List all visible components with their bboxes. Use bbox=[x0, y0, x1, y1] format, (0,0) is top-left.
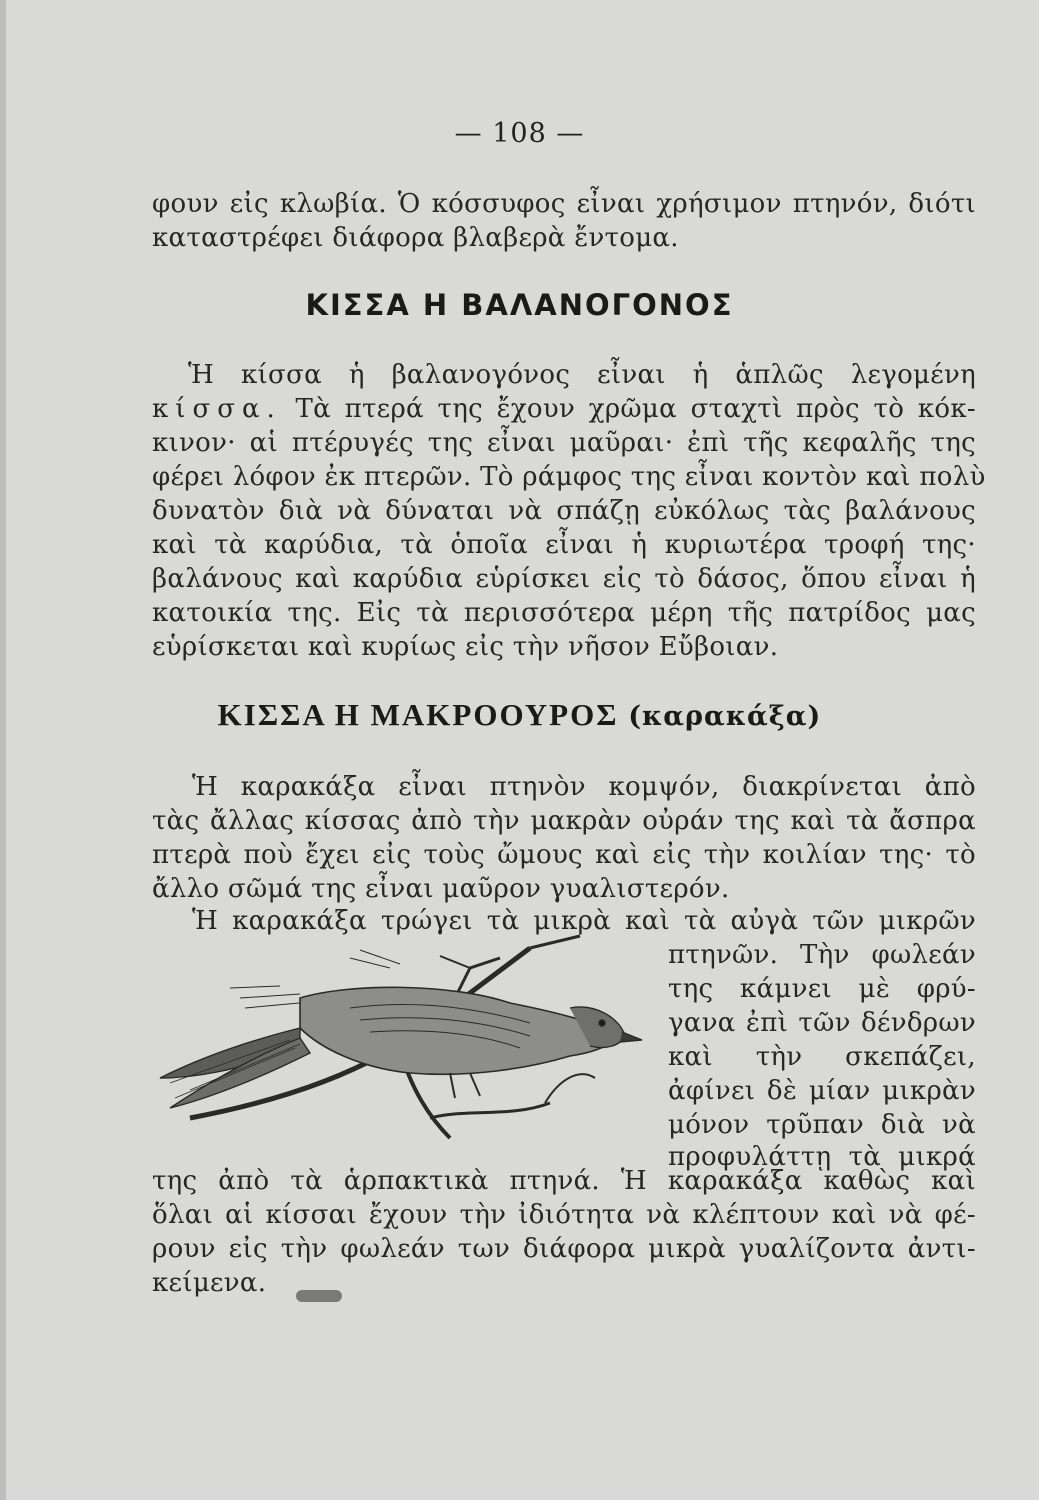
text-line: προφυλάττῃ τὰ μικρά bbox=[668, 1142, 976, 1172]
text-line: καταστρέφει διάφορα βλαβερὰ ἔντομα. bbox=[152, 223, 679, 253]
spaced-word: κίσσα. bbox=[152, 394, 282, 424]
section-heading-kissa-valanogonos: ΚΙΣΣΑ Η ΒΑΛΑΝΟΓΟΝΟΣ bbox=[305, 288, 734, 322]
text-line: δυνατὸν διὰ νὰ δύναται νὰ σπάζῃ εὐκόλως τὰς βαλάνους bbox=[152, 496, 976, 526]
text-line: Ἡ καρακάξα εἶναι πτηνὸν κομψόν, διακρίνεται ἀπὸ bbox=[192, 772, 976, 802]
text-line: Ἡ κίσσα ἡ βαλανογόνος εἶναι ἡ ἁπλῶς λεγομένη bbox=[188, 360, 976, 390]
ink-smudge bbox=[296, 1290, 342, 1302]
section-heading-kissa-makroouros bbox=[0, 697, 1039, 733]
text-line: φέρει λόφον ἐκ πτερῶν. Τὸ ράμφος της εἶναι κοντὸν καὶ πολὺ bbox=[152, 462, 986, 492]
text-line: Ἡ καρακάξα τρώγει τὰ μικρὰ καὶ τὰ αὐγὰ τῶν μικρῶν bbox=[192, 906, 976, 936]
text-line: γανα ἐπὶ τῶν δένδρων bbox=[668, 1008, 976, 1038]
text-line: βαλάνους καὶ καρύδια εὑρίσκει εἰς τὸ δάσος, ὅπου εἶναι ἡ bbox=[152, 564, 976, 594]
text-line: κατοικία της. Εἰς τὰ περισσότερα μέρη τῆς πατρίδος μας bbox=[152, 598, 976, 628]
text-line: πτηνῶν. Τὴν φωλεάν bbox=[668, 940, 976, 970]
text-line: ἄλλο σῶμά της εἶναι μαῦρον γυαλιστερόν. bbox=[152, 874, 730, 904]
heading-alt-name: (καρακάξα) bbox=[628, 701, 822, 732]
text-line: καὶ τὰ καρύδια, τὰ ὁποῖα εἶναι ἡ κυριωτέρα τροφή της· bbox=[152, 530, 976, 560]
text-line: ρουν εἰς τὴν φωλεάν των διάφορα μικρὰ γυαλίζοντα ἀντι- bbox=[152, 1234, 976, 1264]
text-line: ἀφίνει δὲ μίαν μικρὰν bbox=[668, 1076, 976, 1106]
text-line: πτερὰ ποὺ ἔχει εἰς τοὺς ὤμους καὶ εἰς τὴν κοιλίαν της· τὸ bbox=[152, 840, 976, 870]
text-line: καὶ τὴν σκεπάζει, bbox=[668, 1042, 976, 1072]
text-line bbox=[152, 392, 976, 426]
text-line: μόνον τρῦπαν διὰ νὰ bbox=[668, 1110, 976, 1140]
text-line: εὑρίσκεται καὶ κυρίως εἰς τὴν νῆσον Εὔβοιαν. bbox=[152, 632, 779, 662]
text-line: ὅλαι αἱ κίσσαι ἔχουν τὴν ἰδιότητα νὰ κλέπτουν καὶ νὰ φέ- bbox=[152, 1200, 976, 1230]
text-span: Τὰ πτερά της ἔχουν χρῶμα σταχτὶ πρὸς τὸ κόκ- bbox=[295, 394, 976, 424]
text-line: τὰς ἄλλας κίσσας ἀπὸ τὴν μακρὰν οὐράν της καὶ τὰ ἄσπρα bbox=[152, 806, 976, 836]
text-line: κινον· αἱ πτέρυγές της εἶναι μαῦραι· ἐπὶ τῆς κεφαλῆς της bbox=[152, 428, 976, 458]
page-number: — 108 — bbox=[454, 118, 585, 149]
text-line: της ἀπὸ τὰ ἁρπακτικὰ πτηνά. Ἡ καρακάξα καθὼς καὶ bbox=[152, 1166, 976, 1196]
text-line: της κάμνει μὲ φρύ- bbox=[668, 974, 976, 1004]
page-edge bbox=[0, 0, 6, 1500]
heading-main: ΚΙΣΣΑ Η ΜΑΚΡΟΟΥΡΟΣ bbox=[217, 697, 619, 732]
text-line: κείμενα. bbox=[152, 1268, 267, 1298]
magpie-engraving-illustration bbox=[150, 928, 660, 1153]
text-line: φουν εἰς κλωβία. Ὁ κόσσυφος εἶναι χρήσιμον πτηνόν, διότι bbox=[152, 189, 976, 219]
